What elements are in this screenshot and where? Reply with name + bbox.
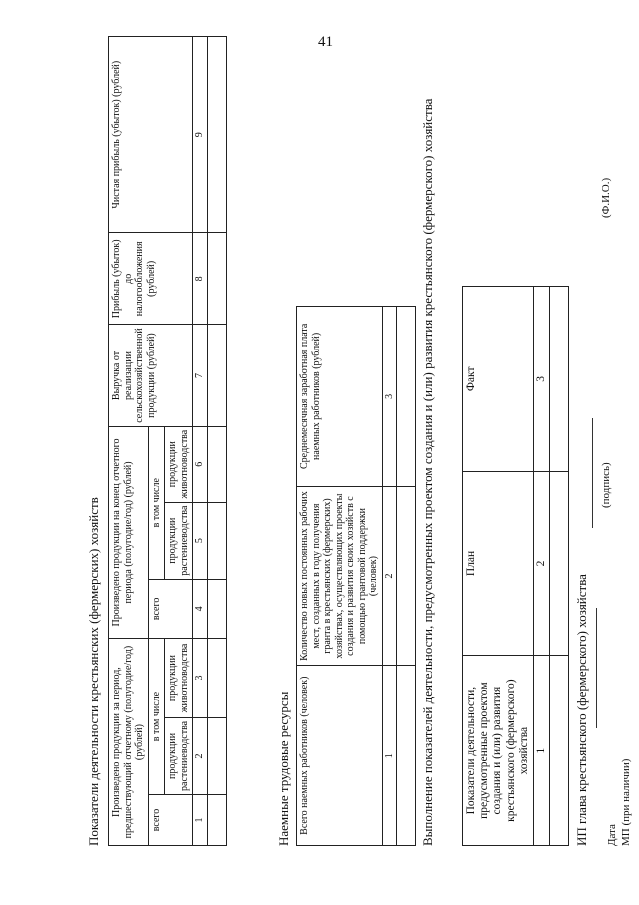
signature-line	[592, 418, 593, 528]
col-number: 2	[534, 471, 550, 656]
header-cur-total: всего	[148, 579, 193, 638]
head-of-farm-label: ИП глава крестьянского (фермерского) хозяйства	[574, 574, 589, 846]
col-number: 4	[193, 579, 208, 638]
col-number: 3	[193, 639, 208, 718]
section2-title: Наемные трудовые ресурсы	[276, 691, 291, 846]
empty-cell	[397, 666, 416, 846]
header-profit-pre-tax: Прибыль (убыток) до налогообложения (рублей)	[109, 233, 193, 325]
empty-cell	[207, 37, 226, 233]
section3-title: Выполнение показателей деятельности, предусмотренных проектом создания и (или) развития крестьянского (фермерского) хозяйства	[420, 98, 435, 846]
section1-title: Показатели деятельности крестьянских (фермерских) хозяйств	[86, 497, 101, 846]
header-prev-plant: продукции растениеводства	[165, 717, 193, 794]
empty-cell	[550, 656, 569, 846]
col-number: 1	[382, 666, 397, 846]
date-label: Дата	[606, 824, 618, 846]
empty-cell	[207, 639, 226, 718]
empty-cell	[207, 502, 226, 579]
activity-indicators-table	[108, 36, 227, 846]
empty-cell	[207, 795, 226, 846]
col-number: 2	[382, 486, 397, 666]
header-revenue: Выручка от реализации сельскохозяйственной продукции (рублей)	[109, 325, 193, 427]
col-number: 5	[193, 502, 208, 579]
col-number: 3	[534, 287, 550, 472]
date-line	[596, 608, 597, 728]
header-cur-incl: в том числе	[148, 426, 165, 579]
header-fact: Факт	[463, 287, 534, 472]
empty-cell	[207, 579, 226, 638]
col-number: 3	[382, 307, 397, 487]
name-caption: (Ф.И.О.)	[600, 177, 612, 218]
hired-labor-table	[296, 306, 416, 846]
empty-cell	[207, 325, 226, 427]
empty-cell	[550, 287, 569, 472]
header-prev-total: всего	[148, 795, 193, 846]
empty-cell	[397, 307, 416, 487]
rotated-document-body	[80, 28, 639, 858]
header-cur-plant: продукции растениеводства	[165, 502, 193, 579]
empty-cell	[550, 471, 569, 656]
empty-cell	[207, 233, 226, 325]
header-avg-salary: Среднемесячная заработная плата наемных работников (рублей)	[297, 307, 383, 487]
col-number: 9	[193, 37, 208, 233]
header-total-hired: Всего наемных работников (человек)	[297, 666, 383, 846]
header-plan: План	[463, 471, 534, 656]
header-new-jobs: Количество новых постоянных рабочих мест, созданных в году получения гранта в крестьянских (фермерских) хозяйствах, осуществляющих проекты создания и развития своих хозяйств с помощью грантовой поддержки (человек)	[297, 486, 383, 666]
header-prev-incl: в том числе	[148, 639, 165, 795]
header-cur-animal: продукции животноводства	[165, 426, 193, 502]
header-produced-current: Произведено продукции на конец отчетного периода (полугодие/год) (рублей)	[109, 426, 149, 638]
col-number: 8	[193, 233, 208, 325]
col-number: 7	[193, 325, 208, 427]
header-net-profit: Чистая прибыль (убыток) (рублей)	[109, 37, 193, 233]
col-number: 1	[534, 656, 550, 846]
plan-fact-table	[462, 286, 569, 846]
header-indicators: Показатели деятельности, предусмотренные проектом создания и (или) развития крестьянского (фермерского) хозяйства	[463, 656, 534, 846]
signature-caption: (подпись)	[600, 462, 612, 508]
col-number: 6	[193, 426, 208, 502]
col-number: 1	[193, 795, 208, 846]
header-produced-previous: Произведено продукции за период, предшествующий отчетному (полугодие/год) (рублей)	[109, 639, 149, 846]
empty-cell	[397, 486, 416, 666]
page-number: 41	[318, 34, 333, 50]
header-prev-animal: продукции животноводства	[165, 639, 193, 718]
col-number: 2	[193, 717, 208, 794]
stamp-label: МП (при наличии)	[620, 758, 632, 846]
empty-cell	[207, 426, 226, 502]
empty-cell	[207, 717, 226, 794]
